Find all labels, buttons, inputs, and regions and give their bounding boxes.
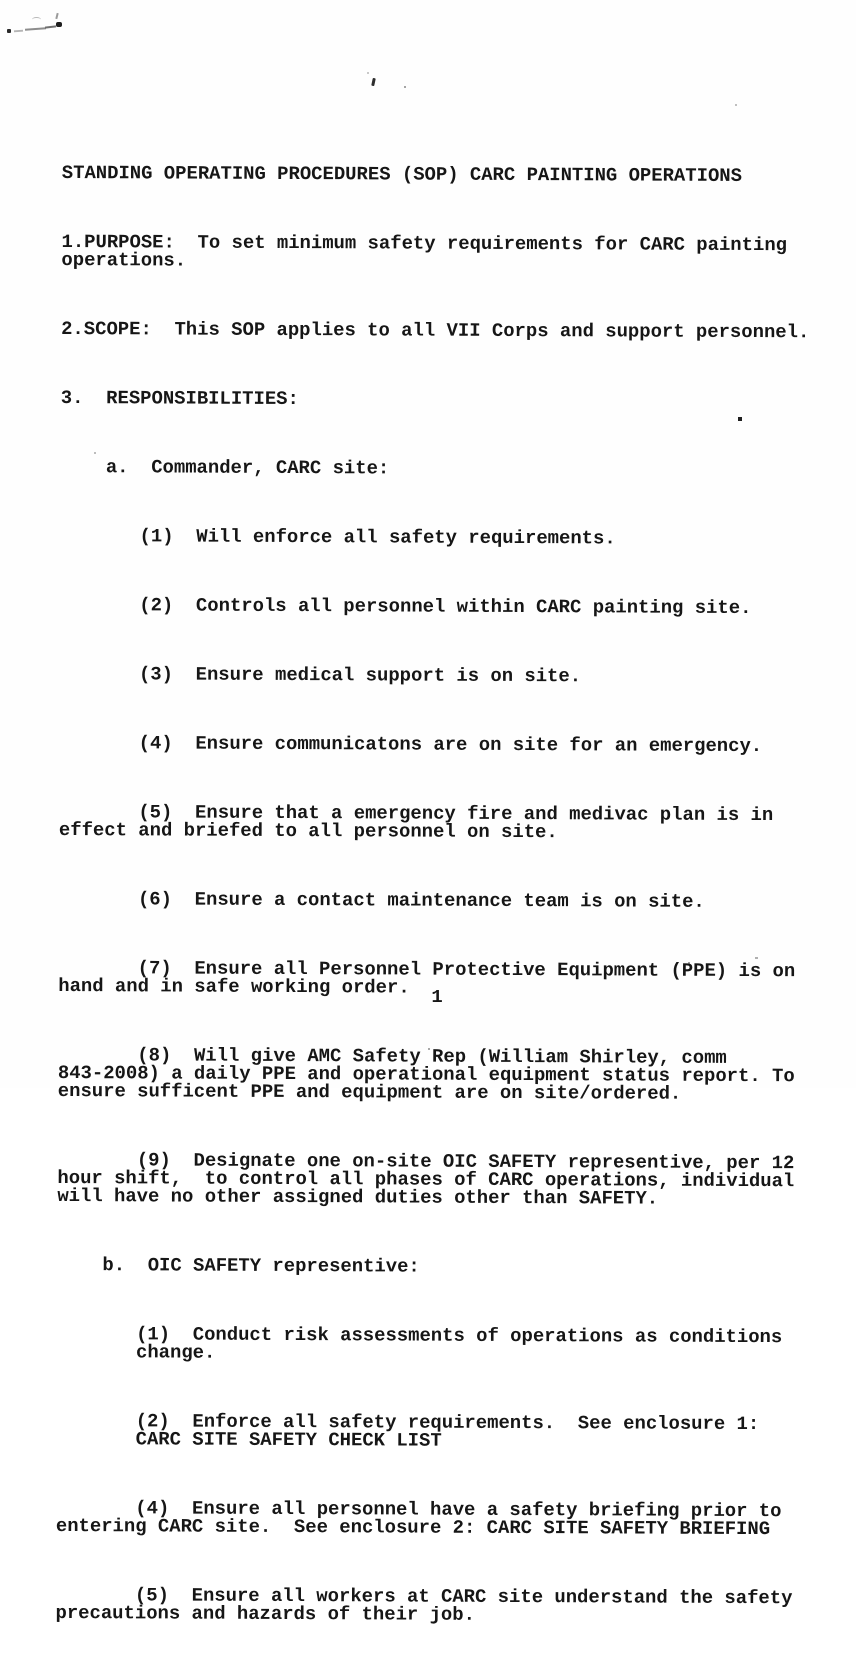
paragraph-purpose: 1.PURPOSE: To set minimum safety requirements for CARC painting operations. <box>61 230 788 272</box>
scan-artifact-comma <box>371 78 376 86</box>
document-title: STANDING OPERATING PROCEDURES (SOP) CARC PAINTING OPERATIONS <box>61 161 743 187</box>
scan-artifact-dash <box>45 25 56 28</box>
item-a-7-ppe-on-hand: (7) Ensure all Personnel Protective Equipment (PPE) is on hand and in safe working order. <box>58 956 796 999</box>
paragraph-scope: 2.SCOPE: This SOP applies to all VII Corps and support personnel. <box>61 317 810 344</box>
scan-artifact-dash <box>14 30 23 33</box>
scan-artifact-dot <box>735 104 737 106</box>
item-a-3-medical-support: (3) Ensure medical support is on site. <box>59 662 582 688</box>
scan-artifact-dot <box>7 29 11 33</box>
item-b-1-risk-assessments: (1) Conduct risk assessments of operations as conditions change. <box>56 1322 783 1364</box>
item-a-9-designate-oic: (9) Designate one on-site OIC SAFETY representive, per 12 hour shift, to control all phases of CARC operations, individual will have no other assigned duties other than SAFETY. <box>57 1148 795 1210</box>
item-a-4-communications: (4) Ensure communicatons are on site for an emergency. <box>59 731 763 758</box>
item-b-2-enforce-checklist: (2) Enforce all safety requirements. See enclosure 1: CARC SITE SAFETY CHECK LIST <box>56 1409 760 1452</box>
item-a-1-enforce-safety: (1) Will enforce all safety requirements. <box>60 524 616 550</box>
item-a-2-controls-personnel: (2) Controls all personnel within CARC painting site. <box>59 593 752 620</box>
page-number: 1 <box>431 986 443 1008</box>
scan-artifact-arc <box>32 17 41 22</box>
scan-artifact-tick <box>55 13 58 19</box>
scan-artifact-dot <box>367 72 369 74</box>
item-a-8-daily-status-report: (8) Will give AMC Safety Rep (William Shirley, comm 843-2008) a daily PPE and operational equipment status report. To ensure sufficent PPE and equipment are on site/ordered. <box>57 1043 795 1105</box>
document-content <box>55 128 810 1661</box>
scan-artifact-dot <box>404 86 406 88</box>
item-a-5-emergency-plan: (5) Ensure that a emergency fire and medivac plan is in effect and briefed to all personnel on site. <box>58 800 774 844</box>
scan-artifact-dash <box>25 27 46 30</box>
item-a-6-maintenance-team: (6) Ensure a contact maintenance team is on site. <box>58 887 705 913</box>
item-b-4-safety-briefing: (4) Ensure all personnel have a safety briefing prior to entering CARC site. See enclosure 2: CARC SITE SAFETY BRIEFING <box>55 1496 782 1541</box>
scan-artifact-blob <box>56 22 62 27</box>
item-b-5-worker-precautions: (5) Ensure all workers at CARC site understand the safety precautions and hazards of their job. <box>55 1583 793 1626</box>
item-b-oic-safety-rep: b. OIC SAFETY representive: <box>56 1253 420 1278</box>
item-a-commander-carc-site: a. Commander, CARC site: <box>60 455 390 480</box>
heading-responsibilities: 3. RESPONSIBILITIES: <box>60 386 299 411</box>
